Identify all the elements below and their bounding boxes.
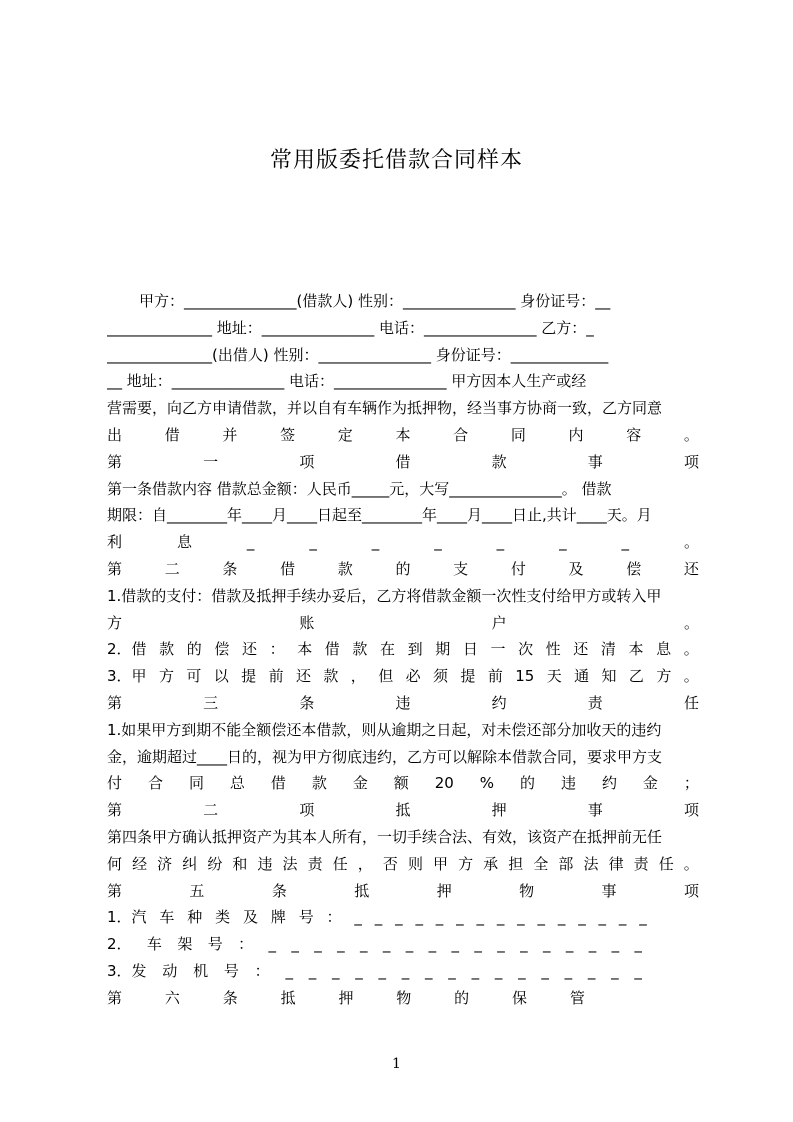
text-line: 营需要，向乙方申请借款，并以自有车辆作为抵押物，经当事方协商一致，乙方同意 xyxy=(107,399,663,418)
text-line: 2． 车 架 号 ： _ _ _ _ _ _ _ _ _ _ _ _ _ _ _ _ _ xyxy=(107,935,642,954)
section-heading: 第 一 项 借 款 事 项 xyxy=(107,452,699,471)
text-line: 1.借款的支付：借款及抵押手续办妥后，乙方将借款金额一次性支付给甲方或转入甲 xyxy=(107,586,662,605)
text-line: 2．借 款 的 偿 还 ： 本 借 款 在 到 期 日 一 次 性 还 清 本 息 。 xyxy=(107,640,699,659)
section-heading: 第 五 条 抵 押 物 事 项 xyxy=(107,881,699,900)
text-line: 金，逾期超过____日的，视为甲方彻底违约，乙方可以解除本借款合同，要求甲方支 xyxy=(107,747,663,766)
section-heading: 第 二 条 借 款 的 支 付 及 偿 还 xyxy=(107,559,699,578)
text-line: 第四条甲方确认抵押资产为其本人所有，一切手续合法、有效，该资产在抵押前无任 xyxy=(107,827,663,846)
text-line: 3．发 动 机 号 ： _ _ _ _ _ _ _ _ _ _ _ _ _ _ _ _ xyxy=(107,961,642,980)
text-line: 付 合 同 总 借 款 金 额 20 % 的 违 约 金 ； xyxy=(107,774,699,793)
text-line: 3．甲 方 可 以 提 前 还 款 ， 但 必 须 提 前 15 天 通 知 乙 方 。 xyxy=(107,667,699,686)
text-line: 第一条借款内容 借款总金额：人民币_____元，大写_______________。 借款 xyxy=(107,479,612,498)
text-line: 期限：自________年____月____日起至________年____月____日止,共计____天。月 xyxy=(107,506,652,525)
document-body xyxy=(107,288,699,1012)
text-line: 出 借 并 签 定 本 合 同 内 容 。 xyxy=(107,425,699,444)
text-line: 何 经 济 纠 纷 和 违 法 责 任 ， 否 则 甲 方 承 担 全 部 法 律 责 任 。 xyxy=(107,854,699,873)
text-line: 方 账 户 。 xyxy=(107,613,699,632)
section-heading: 第 六 条 抵 押 物 的 保 管 xyxy=(107,988,585,1007)
section-heading: 第 二 项 抵 押 事 项 xyxy=(107,801,699,820)
text-line: __ 地址：_______________ 电话：_______________ 甲方因本人生产或经 xyxy=(107,372,587,391)
text-line: 甲方：_______________(借款人) 性别：_______________ 身份证号：__ xyxy=(139,292,611,310)
document-title: 常用版委托借款合同样本 xyxy=(269,148,523,173)
text-line: 1.如果甲方到期不能全额偿还本借款，则从逾期之日起，对未偿还部分加收天的违约 xyxy=(107,720,662,739)
text-line: ______________(出借人) 性别：_______________ 身份证号：_____________ xyxy=(107,345,609,364)
section-heading: 第 三 条 违 约 责 任 xyxy=(107,693,699,712)
text-line: 利 息 _ _ _ _ _ _ _ 。 xyxy=(107,533,699,552)
page-number: 1 xyxy=(392,1056,401,1072)
text-line: 1．汽 车 种 类 及 牌 号 ： _ _ _ _ _ _ _ _ _ _ _ _ _ _ _ xyxy=(107,908,647,927)
text-line: ______________ 地址：_______________ 电话：_______________ 乙方：_ xyxy=(107,318,594,337)
